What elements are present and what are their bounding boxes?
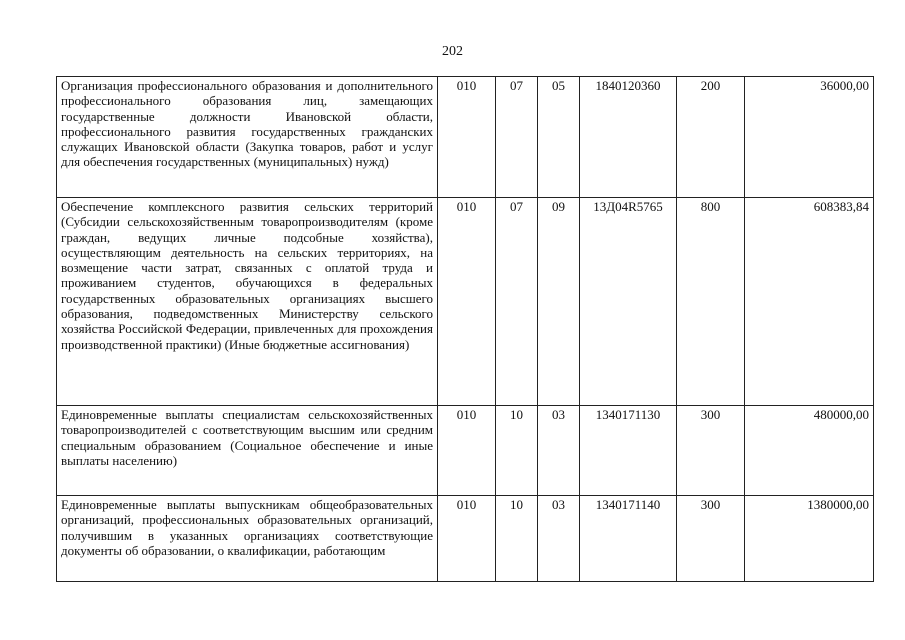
amount-cell: 608383,84 bbox=[745, 198, 874, 406]
ministry-code-cell: 010 bbox=[438, 406, 496, 496]
table-row bbox=[57, 496, 874, 582]
ministry-code-cell: 010 bbox=[438, 198, 496, 406]
table-row bbox=[57, 77, 874, 198]
section-code-cell: 10 bbox=[496, 496, 538, 582]
expense-type-cell: 300 bbox=[677, 496, 745, 582]
subsection-code-cell: 03 bbox=[538, 496, 580, 582]
section-code-cell: 07 bbox=[496, 77, 538, 198]
ministry-code-cell: 010 bbox=[438, 496, 496, 582]
subsection-code-cell: 09 bbox=[538, 198, 580, 406]
table-row bbox=[57, 198, 874, 406]
target-article-cell: 1340171130 bbox=[580, 406, 677, 496]
target-article-cell: 1340171140 bbox=[580, 496, 677, 582]
subsection-code-cell: 05 bbox=[538, 77, 580, 198]
amount-cell: 36000,00 bbox=[745, 77, 874, 198]
expense-name-cell: Организация профессионального образования и дополнительного профессионального образования лиц, замещающих государственные должности Ивановской области, профессионального развития государственных гражданских служащих Ивановской области (Закупка товаров, работ и услуг для обеспечения государственных (муниципальных) нужд) bbox=[57, 77, 438, 198]
target-article-cell: 1840120360 bbox=[580, 77, 677, 198]
expense-type-cell: 800 bbox=[677, 198, 745, 406]
section-code-cell: 10 bbox=[496, 406, 538, 496]
expense-name-cell: Обеспечение комплексного развития сельских территорий (Субсидии сельскохозяйственным товаропроизводителям (кроме граждан, ведущих личные подсобные хозяйства), осуществляющим деятельность на сельских территориях, на возмещение части затрат, связанных с оплатой труда и проживанием студентов, обучающихся в федеральных государственных образовательных организациях высшего образования, подведомственных Министерству сельского хозяйства Российской Федерации, привлеченных для прохождения производственной практики) (Иные бюджетные ассигнования) bbox=[57, 198, 438, 406]
ministry-code-cell: 010 bbox=[438, 77, 496, 198]
section-code-cell: 07 bbox=[496, 198, 538, 406]
table-row bbox=[57, 406, 874, 496]
expense-type-cell: 200 bbox=[677, 77, 745, 198]
expense-type-cell: 300 bbox=[677, 406, 745, 496]
budget-table bbox=[56, 76, 874, 582]
subsection-code-cell: 03 bbox=[538, 406, 580, 496]
target-article-cell: 13Д04R5765 bbox=[580, 198, 677, 406]
expense-name-cell: Единовременные выплаты специалистам сельскохозяйственных товаропроизводителей с соответствующим высшим или средним специальным образованием (Социальное обеспечение и иные выплаты населению) bbox=[57, 406, 438, 496]
page-number: 202 bbox=[442, 44, 463, 59]
amount-cell: 1380000,00 bbox=[745, 496, 874, 582]
amount-cell: 480000,00 bbox=[745, 406, 874, 496]
expense-name-cell: Единовременные выплаты выпускникам общеобразовательных организаций, профессиональных образовательных организаций, получившим в указанных организациях соответствующие документы об образовании, о квалификации, работающим bbox=[57, 496, 438, 582]
